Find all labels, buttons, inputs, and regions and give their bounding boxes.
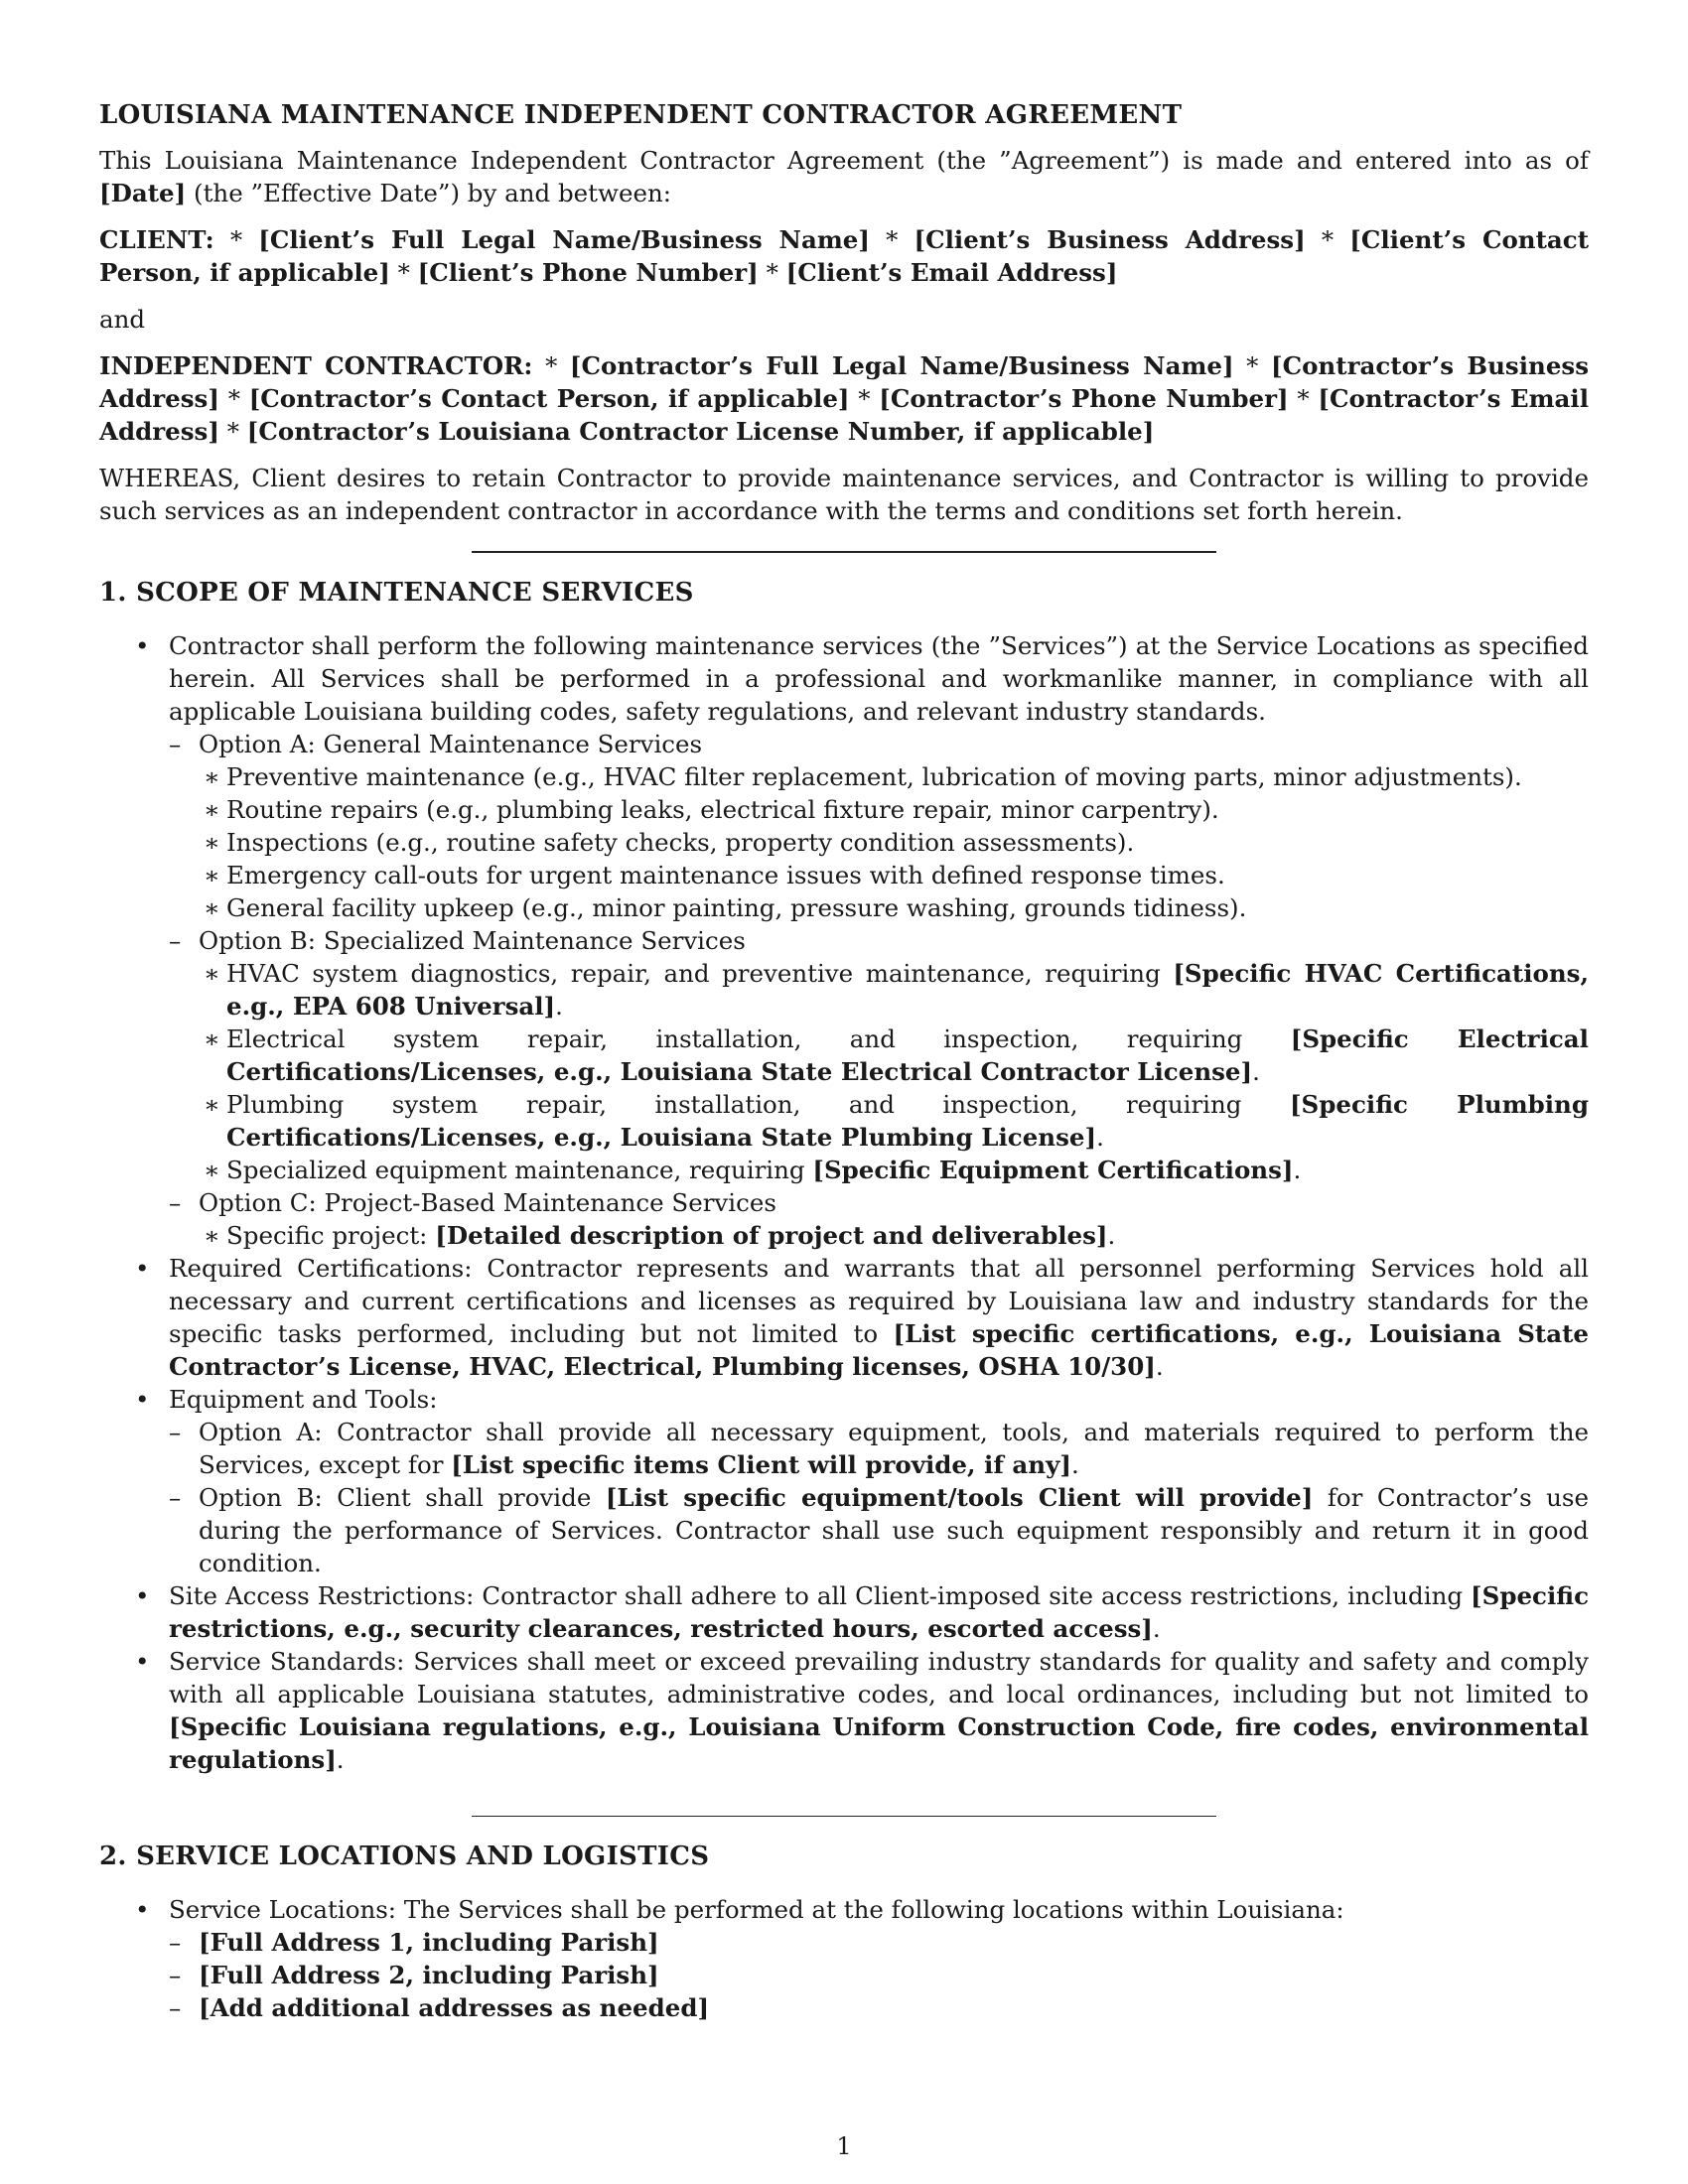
address-placeholder: [Full Address 2, including Parish] xyxy=(199,1961,659,1989)
item-text-end: for Contractor’s use during the performance of Services. Contractor shall use such equipment responsibly and return it in good condition. xyxy=(199,1483,1590,1577)
option-c-label: Option C: Project-Based Maintenance Services xyxy=(199,1188,776,1217)
locations-intro: Service Locations: The Services shall be performed at the following locations within Louisiana: xyxy=(169,1895,1344,1924)
contractor-address-placeholder: [Contractor’s Business Address] xyxy=(99,351,1589,413)
list-item xyxy=(169,1991,1589,2024)
regulations-placeholder: [Specific Louisiana regulations, e.g., Louisiana Uniform Construction Code, fire codes, environmental regulations] xyxy=(169,1712,1589,1774)
separator: * xyxy=(213,225,259,254)
item-text: Option A: Contractor shall provide all necessary equipment, tools, and materials required to perform the Services, except for xyxy=(199,1418,1589,1479)
contractor-label: INDEPENDENT CONTRACTOR: xyxy=(99,351,533,380)
item-text-end: . xyxy=(1152,1614,1161,1643)
client-contact-placeholder: [Client’s Contact Person, if applicable] xyxy=(99,225,1590,287)
project-placeholder: [Detailed description of project and deliverables] xyxy=(435,1221,1108,1250)
dash-marker: – xyxy=(169,730,182,758)
client-address-placeholder: [Client’s Business Address] xyxy=(914,225,1306,254)
item-text-end: . xyxy=(1070,1450,1079,1479)
star-marker: ∗ xyxy=(204,1024,220,1053)
client-block xyxy=(99,223,1589,289)
item-text-end: . xyxy=(1107,1221,1116,1250)
list-item xyxy=(169,1481,1589,1579)
separator: * xyxy=(869,225,914,254)
star-marker: ∗ xyxy=(204,795,220,824)
certifications-placeholder: [List specific certifications, e.g., Louisiana State Contractor’s License, HVAC, Electrical, Plumbing licenses, OSHA 10/30] xyxy=(169,1319,1589,1381)
star-marker: ∗ xyxy=(204,1221,220,1250)
list-item xyxy=(199,793,1589,826)
contractor-email-placeholder: [Contractor’s Email Address] xyxy=(99,384,1590,446)
item-text: Routine repairs (e.g., plumbing leaks, electrical fixture repair, minor carpentry). xyxy=(226,795,1219,824)
service-standards-text: Service Standards: Services shall meet or exceed prevailing industry standards for quality and safety and comply with all applicable Louisiana statutes, administrative codes, and local ordinances, including but not limited to xyxy=(169,1647,1589,1708)
item-text: Plumbing system repair, installation, and inspection, requiring xyxy=(226,1090,1290,1119)
contractor-contact-placeholder: [Contractor’s Contact Person, if applicable] xyxy=(248,384,850,413)
separator: * xyxy=(758,258,786,287)
option-b-items xyxy=(199,957,1589,1186)
section-1-list xyxy=(99,629,1589,1776)
bullet-marker: • xyxy=(135,1895,150,1924)
intro-text-end: (the ”Effective Date”) by and between: xyxy=(186,179,671,207)
section-2-heading: 2. SERVICE LOCATIONS AND LOGISTICS xyxy=(99,1842,710,1871)
client-name-placeholder: [Client’s Full Legal Name/Business Name] xyxy=(258,225,870,254)
contractor-phone-placeholder: [Contractor’s Phone Number] xyxy=(879,384,1289,413)
item-text-end: . xyxy=(1096,1123,1104,1152)
dash-marker: – xyxy=(169,1188,182,1217)
dash-marker: – xyxy=(169,1961,182,1989)
list-item xyxy=(99,1383,1589,1579)
list-item xyxy=(99,1252,1589,1383)
site-access-text: Site Access Restrictions: Contractor shall adhere to all Client-imposed site access restrictions, including xyxy=(169,1581,1472,1610)
address-placeholder: [Add additional addresses as needed] xyxy=(199,1993,710,2022)
list-item xyxy=(199,957,1589,1023)
client-label: CLIENT: xyxy=(99,225,214,254)
plumbing-cert-placeholder: [Specific Plumbing Certifications/Licenses, e.g., Louisiana State Plumbing License] xyxy=(226,1090,1589,1152)
item-text: Specific project: xyxy=(226,1221,436,1250)
list-item xyxy=(169,728,1589,924)
item-text-end: . xyxy=(336,1745,345,1774)
item-text: Specialized equipment maintenance, requiring xyxy=(226,1156,813,1184)
hvac-cert-placeholder: [Specific HVAC Certifications, e.g., EPA 608 Universal] xyxy=(226,959,1589,1021)
list-item xyxy=(199,826,1589,859)
item-text: Inspections (e.g., routine safety checks, property condition assessments). xyxy=(226,828,1135,857)
certifications-text: Required Certifications: Contractor represents and warrants that all personnel performing Services hold all necessary and current certifications and licenses as required by Louisiana law and industry standards for the specific tasks performed, including but not limited to xyxy=(169,1254,1589,1348)
item-text-end: . xyxy=(1155,1352,1164,1381)
star-marker: ∗ xyxy=(204,762,220,791)
address-list xyxy=(169,1926,1589,2024)
list-item xyxy=(99,1893,1589,2024)
electrical-cert-placeholder: [Specific Electrical Certifications/Licenses, e.g., Louisiana State Electrical Contractor License] xyxy=(226,1024,1589,1086)
list-item xyxy=(99,1579,1589,1645)
option-c-items xyxy=(199,1219,1589,1252)
separator: * xyxy=(218,384,249,413)
item-text: Option B: Client shall provide xyxy=(199,1483,606,1512)
list-item xyxy=(199,859,1589,891)
dash-marker: – xyxy=(169,1993,182,2022)
document-page xyxy=(99,99,1589,2024)
bullet-marker: • xyxy=(135,1385,150,1414)
page-number: 1 xyxy=(836,2132,852,2160)
star-marker: ∗ xyxy=(204,1156,220,1184)
list-item xyxy=(199,760,1589,793)
list-item xyxy=(99,629,1589,1252)
and-text: and xyxy=(99,305,146,334)
star-marker: ∗ xyxy=(204,893,220,922)
item-text-end: . xyxy=(555,992,563,1021)
equipment-cert-placeholder: [Specific Equipment Certifications] xyxy=(812,1156,1294,1184)
item-text: Electrical system repair, installation, and inspection, requiring xyxy=(226,1024,1291,1053)
item-text-end: . xyxy=(1252,1057,1260,1086)
bullet-marker: • xyxy=(135,1581,150,1610)
bullet-marker: • xyxy=(135,1254,150,1283)
options-list xyxy=(169,728,1589,1252)
item-text: Preventive maintenance (e.g., HVAC filter replacement, lubrication of moving parts, minor adjustments). xyxy=(226,762,1522,791)
section-1-heading: 1. SCOPE OF MAINTENANCE SERVICES xyxy=(99,578,694,608)
list-item xyxy=(99,1645,1589,1776)
separator: * xyxy=(849,384,880,413)
site-access-placeholder: [Specific restrictions, e.g., security clearances, restricted hours, escorted access] xyxy=(169,1581,1589,1643)
separator: * xyxy=(532,351,570,380)
client-phone-placeholder: [Client’s Phone Number] xyxy=(417,258,759,287)
date-placeholder: [Date] xyxy=(99,179,187,207)
item-text-end: . xyxy=(1293,1156,1302,1184)
contractor-name-placeholder: [Contractor’s Full Legal Name/Business Name] xyxy=(569,351,1234,380)
horizontal-rule xyxy=(472,1816,1216,1817)
star-marker: ∗ xyxy=(204,1090,220,1119)
separator: * xyxy=(1288,384,1319,413)
list-item xyxy=(169,1926,1589,1959)
services-intro: Contractor shall perform the following maintenance services (the ”Services”) at the Service Locations as specified herein. All Services shall be performed in a professional and workmanlike manner, in compliance with all applicable Louisiana building codes, safety regulations, and relevant industry standards. xyxy=(169,631,1589,726)
option-a-items xyxy=(199,760,1589,924)
intro-text: This Louisiana Maintenance Independent Contractor Agreement (the ”Agreement”) is made and entered into as of xyxy=(99,146,1589,175)
contractor-license-placeholder: [Contractor’s Louisiana Contractor License Number, if applicable] xyxy=(246,417,1155,446)
dash-marker: – xyxy=(169,926,182,955)
section-2-list xyxy=(99,1893,1589,2024)
dash-marker: – xyxy=(169,1418,182,1446)
client-equipment-placeholder: [List specific equipment/tools Client will provide] xyxy=(605,1483,1314,1512)
list-item xyxy=(199,891,1589,924)
separator: * xyxy=(389,258,418,287)
list-item xyxy=(169,1959,1589,1991)
separator: * xyxy=(1305,225,1350,254)
list-item xyxy=(199,1219,1589,1252)
client-email-placeholder: [Client’s Email Address] xyxy=(785,258,1118,287)
list-item xyxy=(199,1023,1589,1088)
address-placeholder: [Full Address 1, including Parish] xyxy=(199,1928,659,1957)
option-a-label: Option A: General Maintenance Services xyxy=(199,730,703,758)
star-marker: ∗ xyxy=(204,861,220,889)
separator: * xyxy=(218,417,247,446)
contractor-block xyxy=(99,349,1589,448)
dash-marker: – xyxy=(169,1928,182,1957)
separator: * xyxy=(1233,351,1271,380)
list-item xyxy=(199,1154,1589,1186)
item-text: General facility upkeep (e.g., minor painting, pressure washing, grounds tidiness). xyxy=(226,893,1247,922)
item-text: Emergency call-outs for urgent maintenance issues with defined response times. xyxy=(226,861,1225,889)
option-b-label: Option B: Specialized Maintenance Services xyxy=(199,926,746,955)
list-item xyxy=(169,1416,1589,1481)
bullet-marker: • xyxy=(135,631,150,660)
dash-marker: – xyxy=(169,1483,182,1512)
list-item xyxy=(199,1088,1589,1154)
star-marker: ∗ xyxy=(204,828,220,857)
equipment-options-list xyxy=(169,1416,1589,1579)
horizontal-rule xyxy=(472,551,1216,553)
client-items-placeholder: [List specific items Client will provide, if any] xyxy=(451,1450,1071,1479)
whereas-paragraph: WHEREAS, Client desires to retain Contractor to provide maintenance services, and Contractor is willing to provide such services as an independent contractor in accordance with the terms and conditions set forth herein. xyxy=(99,464,1589,525)
list-item xyxy=(169,924,1589,1186)
document-title: LOUISIANA MAINTENANCE INDEPENDENT CONTRACTOR AGREEMENT xyxy=(99,100,1183,130)
equipment-tools-label: Equipment and Tools: xyxy=(169,1385,438,1414)
intro-paragraph xyxy=(99,144,1589,209)
bullet-marker: • xyxy=(135,1647,150,1676)
list-item xyxy=(169,1186,1589,1252)
star-marker: ∗ xyxy=(204,959,220,988)
item-text: HVAC system diagnostics, repair, and preventive maintenance, requiring xyxy=(226,959,1174,988)
